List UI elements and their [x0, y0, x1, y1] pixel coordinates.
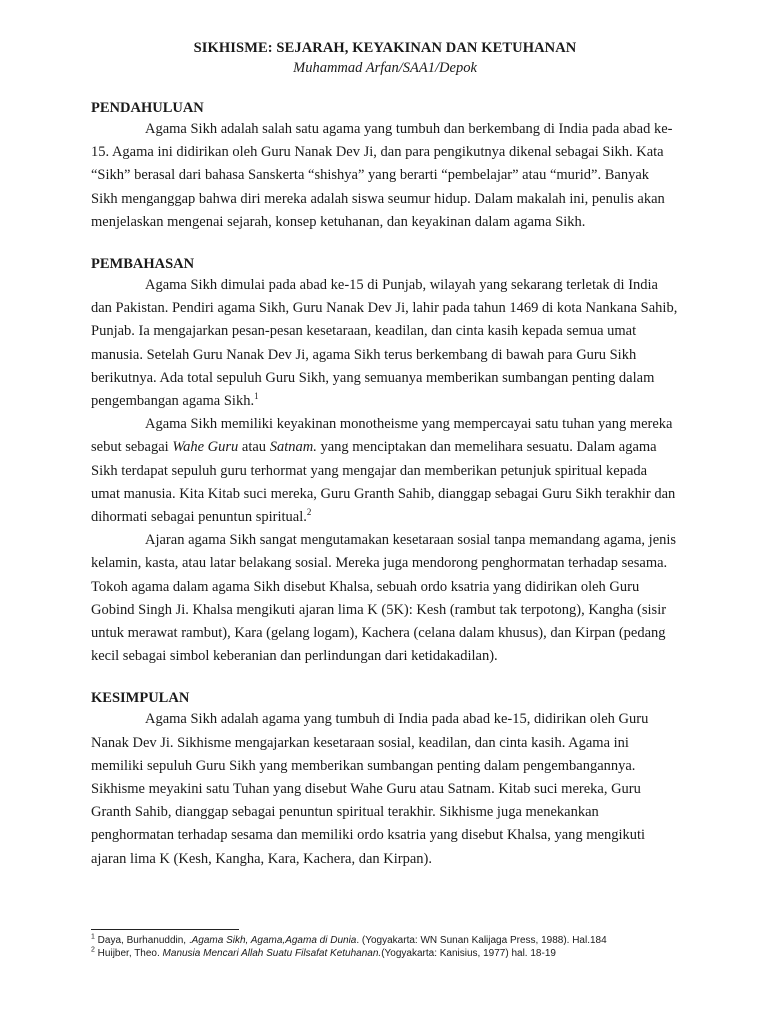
footnote-1-title: Agama Sikh, Agama,Agama di Dunia	[191, 935, 357, 946]
document-author: Muhammad Arfan/SAA1/Depok	[293, 60, 477, 76]
conclusion-paragraph: Agama Sikh adalah agama yang tumbuh di India pada abad ke-15, didirikan oleh Guru Nanak Dev Ji. Sikhisme mengajarkan kesetaraan sosial, keadilan, dan cinta kasih. Agama ini memiliki sepuluh Guru Sikh yang memberikan sumbangan penting dalam pengembangannya. Sikhisme meyakini satu Tuhan yang disebut Wahe Guru atau Satnam. Kitab suci mereka, Guru Granth Sahib, dianggap sebagai penuntun spiritual terakhir. Sikhisme juga menekankan penghormatan terhadap sesama dan memiliki ordo ksatria yang disebut Khalsa, yang mengikuti ajaran lima K (Kesh, Kangha, Kara, Kachera, dan Kirpan).	[91, 711, 649, 867]
footnote-2-author: Huijber, Theo.	[94, 947, 163, 959]
heading-kesimpulan: KESIMPULAN	[91, 690, 190, 707]
document-title: SIKHISME: SEJARAH, KEYAKINAN DAN KETUHANAN	[193, 40, 577, 56]
intro-paragraph: Agama Sikh adalah salah satu agama yang tumbuh dan berkembang di India pada abad ke-15. Agama ini didirikan oleh Guru Nanak Dev Ji, dan para pengikutnya dikenal sebagai Sikh. Kata “Sikh” berasal dari bahasa Sanskerta “shishya” yang berarti “pembelajar” atau “murid”. Banyak Sikh menganggap bahwa diri mereka adalah siswa seumur hidup. Dalam makalah ini, penulis akan menjelaskan mengenai sejarah, konsep ketuhanan, dan keyakinan dalam agama Sikh.	[91, 121, 673, 230]
footnote-ref-2[interactable]: 2	[306, 507, 312, 518]
section-spacer	[91, 234, 679, 254]
belief-text-a: Agama Sikh memiliki keyakinan monotheisme yang mempercayai satu tuhan yang mereka sebut sebagai	[91, 416, 673, 456]
footnote-2-number: 2	[91, 946, 95, 954]
body-paragraph-belief	[91, 413, 679, 529]
footnote-2	[91, 948, 711, 961]
heading-pembahasan: PEMBAHASAN	[91, 256, 195, 273]
section-spacer	[91, 668, 679, 688]
document-page	[91, 38, 679, 871]
belief-term-wahe-guru: Wahe Guru	[172, 439, 239, 456]
footnote-divider	[91, 929, 239, 930]
footnote-2-title: Manusia Mencari Allah Suatu Filsafat Ketuhanan.	[162, 947, 382, 959]
belief-text-c: yang menciptakan dan memelihara sesuatu. Dalam agama Sikh terdapat sepuluh guru terhormat yang mengajar dan memberikan petunjuk spiritual kepada umat manusia. Kita Kitab suci mereka, Guru Granth Sahib, dianggap sebagai Guru Sikh terakhir dan dihormati sebagai penuntun spiritual.	[91, 439, 676, 526]
belief-term-satnam: Satnam.	[269, 439, 317, 456]
belief-text-b: atau	[238, 439, 270, 456]
footnote-2-publication: (Yogyakarta: Kanisius, 1977) hal. 18-19	[381, 947, 556, 959]
footnote-1-number: 1	[91, 933, 95, 941]
footnote-1-author: Daya, Burhanuddin, .	[94, 935, 192, 946]
footnotes	[91, 935, 711, 960]
footnote-1	[91, 935, 711, 948]
footnote-ref-1[interactable]: 1	[254, 391, 259, 402]
body-paragraph-teachings: Ajaran agama Sikh sangat mengutamakan kesetaraan sosial tanpa memandang agama, jenis kelamin, kasta, atau latar belakang sosial. Mereka juga mendorong penghormatan terhadap sesama. Tokoh agama dalam agama Sikh disebut Khalsa, sebuah ordo ksatria yang didirikan oleh Guru Gobind Singh Ji. Khalsa mengikuti ajaran lima K (5K): Kesh (rambut tak terpotong), Kangha (sisir untuk merawat rambut), Kara (gelang logam), Kachera (celana dalam khusus), dan Kirpan (pedang kecil sebagai simbol keberanian dan perlindungan dari ketidakadilan).	[91, 532, 677, 665]
body-paragraph-history	[91, 274, 679, 413]
body-paragraph-history-text: Agama Sikh dimulai pada abad ke-15 di Punjab, wilayah yang sekarang terletak di India dan Pakistan. Pendiri agama Sikh, Guru Nanak Dev Ji, lahir pada tahun 1469 di kota Nankana Sahib, Punjab. Ia mengajarkan pesan-pesan kesetaraan, keadilan, dan cinta kasih kepada semua umat manusia. Setelah Guru Nanak Dev Ji, agama Sikh terus berkembang di bawah para Guru Sikh berikutnya. Ada total sepuluh Guru Sikh, yang semuanya memberikan sumbangan penting dalam pengembangan agama Sikh.	[91, 277, 678, 410]
footnote-1-publication: . (Yogyakarta: WN Sunan Kalijaga Press, 1988). Hal.184	[356, 935, 607, 946]
heading-pendahuluan: PENDAHULUAN	[91, 100, 204, 116]
